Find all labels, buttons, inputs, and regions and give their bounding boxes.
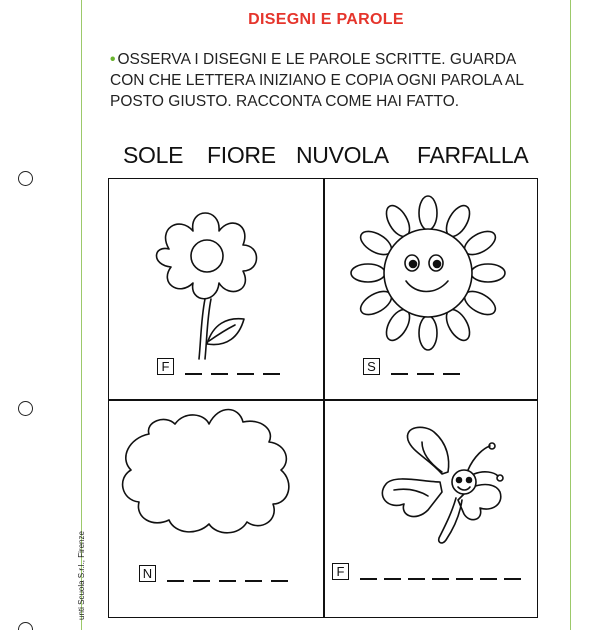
worksheet-title: DISEGNI E PAROLE xyxy=(248,11,404,28)
copyright-credit: unti Scuola S.r.l., Firenze xyxy=(77,531,86,620)
cell-flower xyxy=(109,179,323,399)
sun-icon xyxy=(324,179,538,399)
flower-icon xyxy=(109,179,323,399)
word-farfalla: FARFALLA xyxy=(417,142,529,168)
butterfly-icon xyxy=(324,400,538,618)
answer-blank[interactable] xyxy=(211,373,228,375)
answer-blank[interactable] xyxy=(263,373,280,375)
word-fiore: FIORE xyxy=(207,142,276,168)
word-sole: SOLE xyxy=(123,142,184,168)
answer-blank[interactable] xyxy=(245,580,262,582)
answer-blank[interactable] xyxy=(443,373,460,375)
punch-hole-middle xyxy=(18,401,33,416)
answer-first-letter: N xyxy=(139,565,156,582)
answer-blank[interactable] xyxy=(417,373,434,375)
answer-blank[interactable] xyxy=(408,578,425,580)
answer-first-letter: F xyxy=(332,563,349,580)
answer-blank[interactable] xyxy=(219,580,236,582)
answer-blank[interactable] xyxy=(193,580,210,582)
answer-first-letter: S xyxy=(363,358,380,375)
picture-grid xyxy=(108,178,538,618)
answer-blank[interactable] xyxy=(360,578,377,580)
answer-blank[interactable] xyxy=(391,373,408,375)
punch-hole-bottom xyxy=(18,622,33,630)
answer-blank[interactable] xyxy=(167,580,184,582)
punch-hole-top xyxy=(18,171,33,186)
word-nuvola: NUVOLA xyxy=(296,142,389,168)
answer-blank[interactable] xyxy=(185,373,202,375)
answer-blank[interactable] xyxy=(480,578,497,580)
answer-blank[interactable] xyxy=(456,578,473,580)
cloud-icon xyxy=(109,400,323,618)
answer-blank[interactable] xyxy=(384,578,401,580)
answer-first-letter: F xyxy=(157,358,174,375)
answer-blank[interactable] xyxy=(271,580,288,582)
cell-sun xyxy=(324,179,538,399)
bullet-icon: • xyxy=(110,51,116,68)
answer-blank[interactable] xyxy=(504,578,521,580)
instructions-text: OSSERVA I DISEGNI E LE PAROLE SCRITTE. GUARDA CON CHE LETTERA INIZIANO E COPIA OGNI PAROLA AL POSTO GIUSTO. RACCONTA COME HAI FATTO. xyxy=(110,51,524,110)
answer-blank[interactable] xyxy=(432,578,449,580)
answer-blank[interactable] xyxy=(237,373,254,375)
instructions xyxy=(110,49,550,112)
cell-cloud xyxy=(109,400,323,618)
cell-butterfly xyxy=(324,400,538,618)
